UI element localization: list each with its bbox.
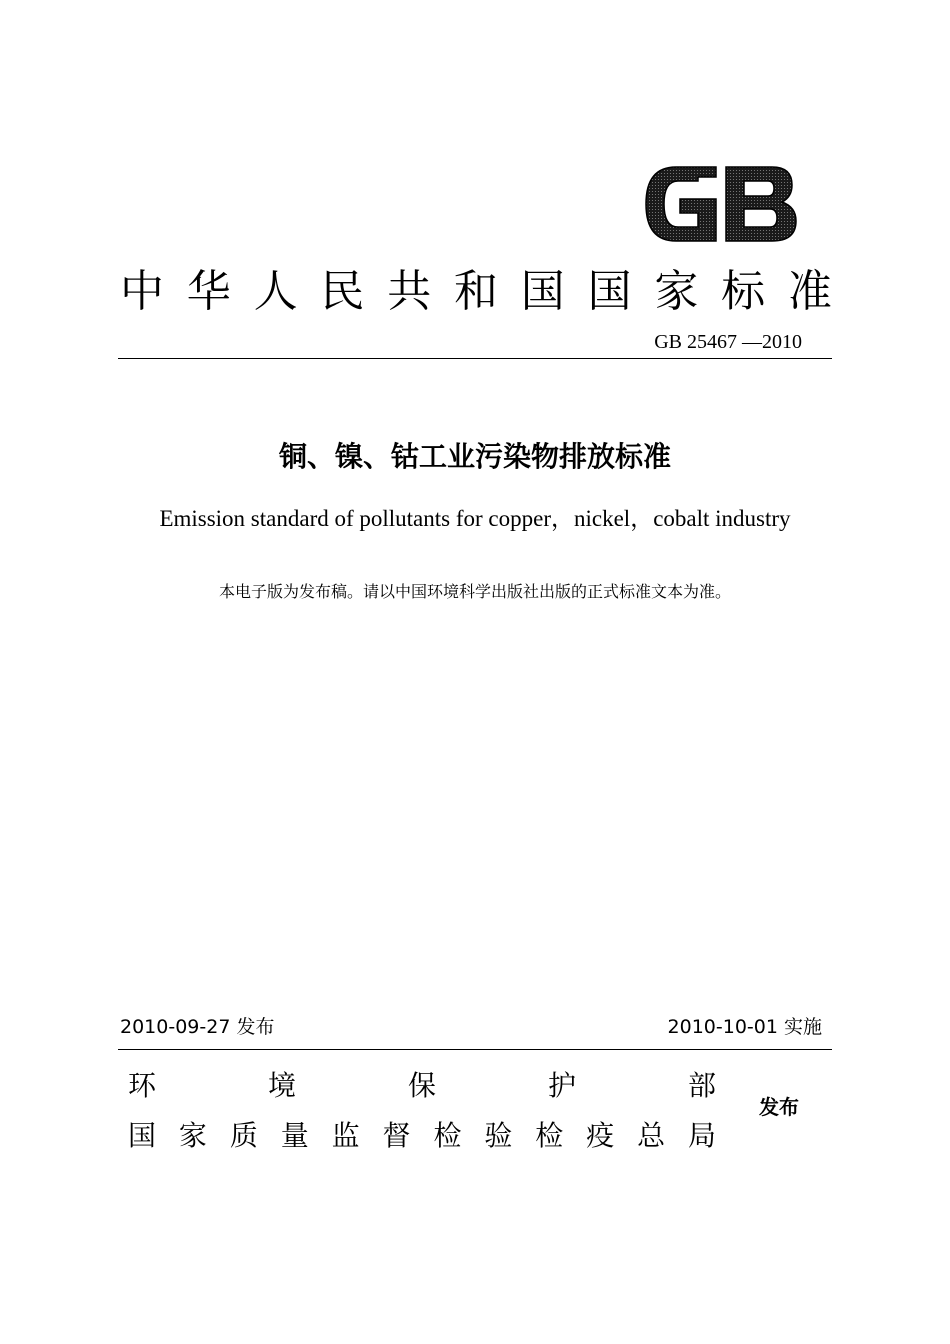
national-title-char: 民 [320,266,365,317]
footer-divider [118,1049,832,1050]
document-title-en: Emission standard of pollutants for copper，nickel，cobalt industry [159,506,791,531]
issuer-aqsiq-char: 家 [178,1119,207,1152]
national-title-char: 和 [453,266,498,317]
issuer-aqsiq-char: 总 [637,1119,666,1152]
national-title-char: 家 [654,266,699,317]
issuer-aqsiq-char: 质 [229,1119,258,1152]
national-title-char: 国 [520,266,565,317]
issuer-aqsiq [128,1116,716,1156]
issuer-ministry [128,1066,716,1106]
gb-logo [642,163,800,245]
issuer-aqsiq-char: 局 [687,1119,716,1152]
issuer-aqsiq-char: 量 [280,1119,309,1152]
issuer-ministry-char: 部 [687,1069,716,1102]
effective-date: 2010-10-01 实施 [667,1016,822,1038]
issuer-aqsiq-char: 疫 [586,1119,615,1152]
issuer-ministry-char: 保 [407,1069,436,1102]
national-title-char: 华 [186,266,231,317]
header-divider [118,358,832,359]
electronic-version-notice: 本电子版为发布稿。请以中国环境科学出版社出版的正式标准文本为准。 [218,582,731,601]
national-standard-title [120,262,832,322]
issuer-aqsiq-char: 国 [128,1119,157,1152]
issuer-ministry-char: 护 [547,1069,576,1102]
national-title-char: 中 [120,266,164,317]
issuer-ministry-char: 境 [267,1069,296,1102]
gb-standard-logo-icon [642,163,800,245]
issue-date: 2010-09-27 发布 [120,1016,275,1038]
issuer-ministry-char: 环 [128,1069,157,1102]
document-title-cn: 铜、镍、钴工业污染物排放标准 [278,440,671,473]
issuer-aqsiq-char: 督 [382,1119,411,1152]
national-title-char: 人 [253,266,298,317]
national-title-char: 准 [787,266,832,317]
issuer-aqsiq-char: 检 [433,1119,462,1152]
issuer-aqsiq-char: 检 [535,1119,564,1152]
publish-label: 发布 [759,1095,799,1119]
national-title-char: 国 [587,266,632,317]
national-title-char: 共 [387,266,432,317]
national-title-char: 标 [721,266,766,317]
issuer-aqsiq-char: 验 [484,1119,513,1152]
issuer-aqsiq-char: 监 [331,1119,360,1152]
standard-code: GB 25467 —2010 [654,331,802,353]
